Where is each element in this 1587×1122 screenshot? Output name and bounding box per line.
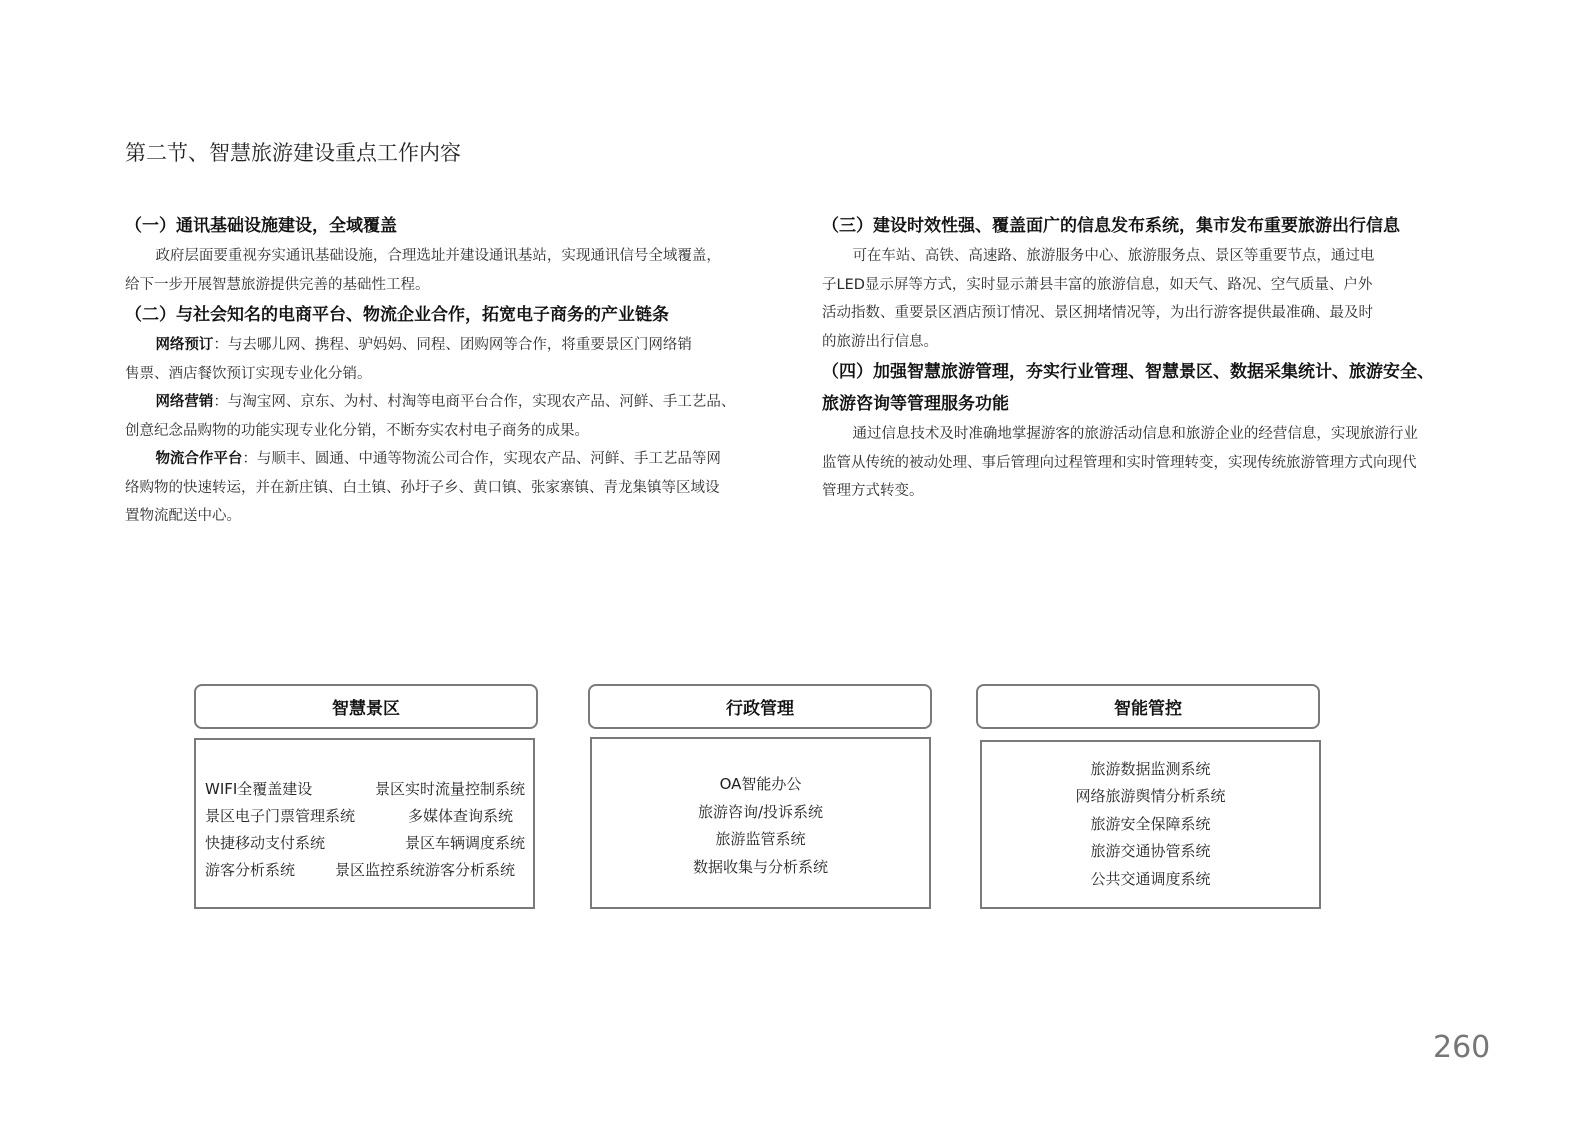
- section-3-line-2: 子LED显示屏等方式，实时显示萧县丰富的旅游信息，如天气、路况、空气质量、户外: [822, 276, 1373, 293]
- net-marketing-lead: 网络营销: [155, 394, 214, 410]
- smart-scenic-item: WIFI全覆盖建设: [205, 780, 313, 798]
- smart-scenic-item: 游客分析系统: [205, 861, 296, 879]
- section-4-line-2: 监管从传统的被动处理、事后管理向过程管理和实时管理转变，实现传统旅游管理方式向现代: [822, 454, 1417, 471]
- smart-control-item: 公共交通调度系统: [1090, 869, 1211, 888]
- admin-item: OA智能办公: [719, 775, 802, 793]
- logistics-line-2: 络购物的快速转运，并在新庄镇、白土镇、孙圩子乡、黄口镇、张家寨镇、青龙集镇等区域设: [125, 479, 720, 496]
- right-column: [822, 210, 1487, 506]
- logistics-line-3: 置物流配送中心。: [125, 508, 241, 524]
- smart-scenic-item: 多媒体查询系统: [407, 807, 513, 825]
- smart-scenic-item: 快捷移动支付系统: [205, 834, 326, 852]
- net-booking-text: ：与去哪儿网、携程、驴妈妈、同程、团购网等合作，将重要景区门网络销: [213, 337, 692, 353]
- section-3-heading: （三）建设时效性强、覆盖面广的信息发布系统，集市发布重要旅游出行信息: [822, 216, 1400, 236]
- section-1-line-1: 政府层面要重视夯实通讯基础设施，合理选址并建设通讯基站，实现通讯信号全域覆盖，: [155, 248, 721, 264]
- section-3-line-3: 活动指数、重要景区酒店预订情况、景区拥堵情况等，为出行游客提供最准确、最及时: [822, 305, 1373, 321]
- section-4-heading-line-2: 旅游咨询等管理服务功能: [822, 394, 1009, 414]
- section-4-line-1: 通过信息技术及时准确地掌握游客的旅游活动信息和旅游企业的经营信息，实现旅游行业: [852, 426, 1418, 442]
- admin-item: 数据收集与分析系统: [692, 857, 828, 876]
- logistics-line-1: [125, 445, 795, 474]
- smart-scenic-title: 智慧景区: [332, 699, 400, 719]
- net-marketing-line-2: 创意纪念品购物的功能实现专业化分销，不断夯实农村电子商务的成果。: [125, 422, 589, 439]
- section-1-line-2: 给下一步开展智慧旅游提供完善的基础性工程。: [125, 276, 430, 293]
- smart-scenic-list-box: [194, 738, 535, 909]
- smart-control-title: 智能管控: [1114, 699, 1182, 719]
- smart-scenic-row: [205, 776, 525, 803]
- admin-list-box: [590, 737, 931, 909]
- admin-item: 旅游监管系统: [715, 830, 806, 848]
- smart-scenic-item: 景区车辆调度系统: [404, 834, 525, 852]
- section-1-heading: （一）通讯基础设施建设，全域覆盖: [125, 216, 397, 236]
- section-4-line-3: 管理方式转变。: [822, 483, 924, 499]
- logistics-lead: 物流合作平台: [155, 451, 243, 467]
- net-booking-line-2: 售票、酒店餐饮预订实现专业化分销。: [125, 365, 372, 382]
- section-3-line-4: 的旅游出行信息。: [822, 333, 938, 350]
- smart-scenic-item: 景区实时流量控制系统: [374, 780, 525, 798]
- section-3-line-1: 可在车站、高铁、高速路、旅游服务中心、旅游服务点、景区等重要节点，通过电: [852, 248, 1375, 264]
- smart-control-item: 旅游交通协管系统: [1090, 842, 1211, 861]
- smart-scenic-item: 景区监控系统游客分析系统: [334, 861, 515, 879]
- admin-title-box: [588, 684, 932, 729]
- page-title: 第二节、智慧旅游建设重点工作内容: [125, 141, 461, 165]
- smart-scenic-title-box: [194, 684, 538, 729]
- page-number: 260: [1433, 1030, 1491, 1065]
- net-marketing-text: ：与淘宝网、京东、为村、村淘等电商平台合作，实现农产品、河鲜、手工艺品、: [213, 394, 736, 410]
- net-booking-line-1: [125, 331, 795, 360]
- left-column: [125, 210, 795, 531]
- smart-scenic-row: [205, 830, 525, 857]
- smart-control-item: 网络旅游舆情分析系统: [1075, 787, 1226, 806]
- admin-list: [592, 745, 929, 907]
- smart-control-item: 旅游安全保障系统: [1090, 814, 1211, 833]
- admin-title: 行政管理: [726, 699, 794, 719]
- smart-control-list: [982, 742, 1319, 907]
- smart-scenic-item: 景区电子门票管理系统: [205, 807, 356, 825]
- logistics-text: ：与顺丰、圆通、中通等物流公司合作，实现农产品、河鲜、手工艺品等网: [242, 451, 721, 467]
- net-booking-lead: 网络预订: [155, 337, 214, 353]
- smart-scenic-row: [205, 803, 525, 830]
- section-4-heading-line-1: （四）加强智慧旅游管理，夯实行业管理、智慧景区、数据采集统计、旅游安全、: [822, 362, 1434, 382]
- smart-scenic-row: [205, 857, 525, 884]
- net-marketing-line-1: [125, 388, 795, 417]
- admin-item: 旅游咨询/投诉系统: [697, 802, 824, 821]
- smart-control-title-box: [976, 684, 1320, 729]
- section-2-heading: （二）与社会知名的电商平台、物流企业合作，拓宽电子商务的产业链条: [125, 305, 669, 325]
- smart-control-item: 旅游数据监测系统: [1090, 759, 1211, 778]
- smart-control-list-box: [980, 740, 1321, 909]
